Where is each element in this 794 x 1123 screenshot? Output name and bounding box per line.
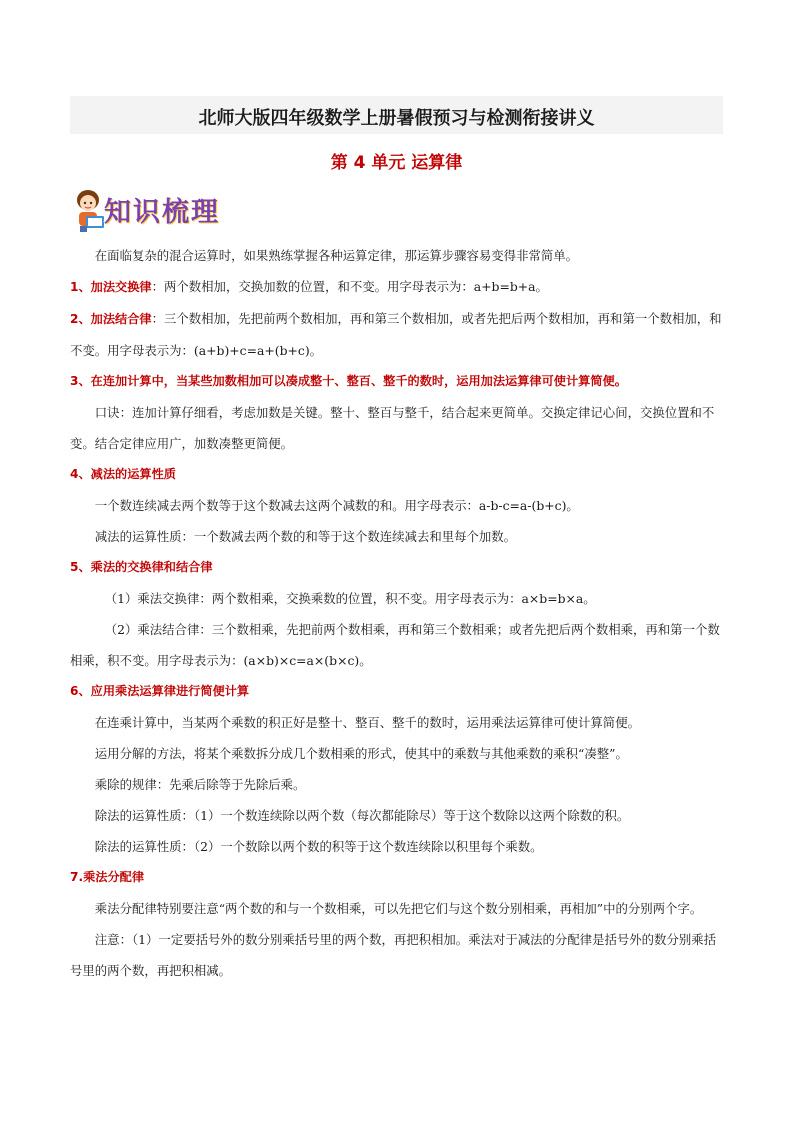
section-6-p1: 在连乘计算中，当某两个乘数的积正好是整十、整百、整千的数时，运用乘法运算律可使计算简便。 — [94, 715, 640, 730]
content-body — [70, 240, 725, 986]
section-7-heading: 7.乘法分配律 — [70, 870, 145, 884]
section-4-heading: 4、减法的运算性质 — [70, 467, 176, 481]
badge-title: 知识梳理 — [104, 197, 220, 228]
section-3-heading: 3、在连加计算中，当某些加数相加可以凑成整十、整百、整千的数时，运用加法运算律可使计算简便。 — [70, 374, 627, 388]
section-7-p2: 注意：（1）一定要括号外的数分别乘括号里的两个数，再把积相加。乘法对于减法的分配律是括号外的数分别乘括号里的两个数，再把积相减。 — [70, 932, 717, 978]
section-2 — [70, 303, 725, 366]
section-2-body: ：三个数相加，先把前两个数相加，再和第三个数相加，或者先把后两个数相加，再和第一个数相加，和不变。用字母表示为：(a+b)+c=a+(b+c)。 — [70, 311, 722, 358]
section-5-p2: （2）乘法结合律：三个数相乘，先把前两个数相乘，再和第三个数相乘；或者先把后两个数相乘，再和第一个数相乘，积不变。用字母表示为：(a×b)×c=a×(b×c)。 — [70, 622, 720, 668]
section-5-heading: 5、乘法的交换律和结合律 — [70, 560, 213, 574]
section-6-p3: 乘除的规律：先乘后除等于先除后乘。 — [94, 777, 306, 792]
section-1-body: ：两个数相加，交换加数的位置，和不变。用字母表示为：a+b=b+a。 — [151, 279, 548, 294]
section-6-p2: 运用分解的方法，将某个乘数拆分成几个数相乘的形式，使其中的乘数与其他乘数的乘积“凑整”。 — [94, 746, 628, 761]
section-1 — [70, 271, 725, 303]
section-badge — [70, 186, 240, 236]
section-7-p1: 乘法分配律特别要注意“两个数的和与一个数相乘，可以先把它们与这个数分别相乘，再相加”中的分别两个字。 — [94, 901, 703, 916]
section-2-heading: 2、加法结合律 — [70, 312, 152, 326]
unit-subtitle: 第 4 单元 运算律 — [330, 153, 463, 173]
section-5-p1: （1）乘法交换律：两个数相乘，交换乘数的位置，积不变。用字母表示为：a×b=b×a。 — [104, 591, 596, 606]
section-6-heading: 6、应用乘法运算律进行简便计算 — [70, 684, 250, 698]
section-6-p4: 除法的运算性质：（1）一个数连续除以两个数（每次都能除尽）等于这个数除以这两个除数的积。 — [94, 808, 630, 823]
document-title: 北师大版四年级数学上册暑假预习与检测衔接讲义 — [198, 108, 595, 129]
intro-paragraph: 在面临复杂的混合运算时，如果熟练掌握各种运算定律，那运算步骤容易变得非常简单。 — [94, 248, 579, 263]
section-3-tip: 口诀：连加计算仔细看，考虑加数是关键。整十、整百与整千，结合起来更简单。交换定律记心间，交换位置和不变。结合定律应用广，加数凑整更简便。 — [70, 405, 715, 451]
section-4-p2: 减法的运算性质：一个数减去两个数的和等于这个数连续减去和里每个加数。 — [94, 529, 517, 544]
section-4-p1: 一个数连续减去两个数等于这个数减去这两个减数的和。用字母表示：a-b-c=a-(b+c)。 — [94, 498, 579, 513]
section-1-heading: 1、加法交换律 — [70, 280, 152, 294]
section-6-p5: 除法的运算性质：（2）一个数除以两个数的积等于这个数连续除以积里每个乘数。 — [94, 839, 543, 854]
